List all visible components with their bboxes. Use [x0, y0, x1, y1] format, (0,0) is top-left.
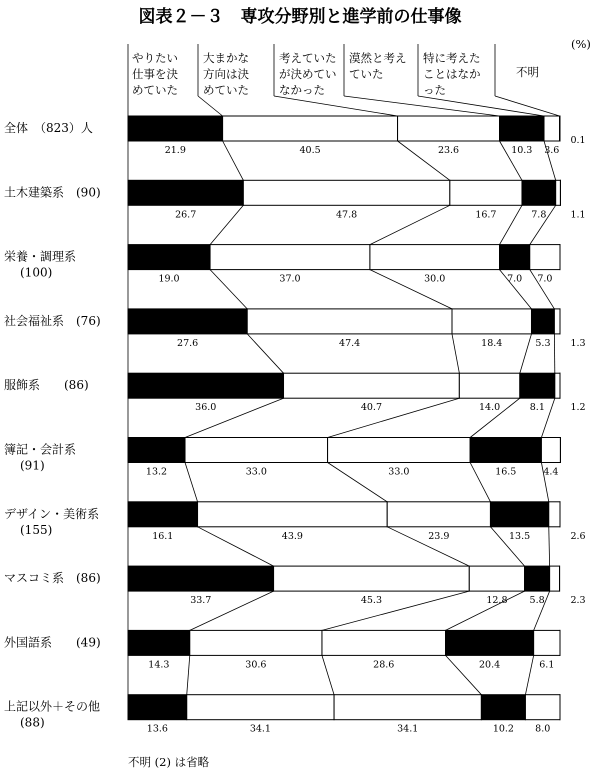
- value-label: 1.2: [570, 402, 586, 414]
- connector-line: [446, 591, 525, 630]
- category-label: 全体 （823）人: [4, 121, 93, 135]
- bar-segment: [534, 630, 560, 655]
- header-leader: [344, 96, 500, 116]
- bar-segment: [530, 245, 560, 270]
- header-leader: [198, 96, 223, 116]
- value-label: 13.5: [509, 530, 531, 542]
- value-label: 34.1: [397, 723, 419, 735]
- value-label: 12.8: [486, 595, 508, 607]
- bar-segment: [128, 695, 187, 720]
- value-label: 40.7: [360, 402, 383, 414]
- connector-line: [370, 205, 450, 244]
- value-label: 45.3: [360, 595, 383, 607]
- header-leader: [274, 96, 398, 116]
- value-label: 3.6: [544, 145, 560, 156]
- value-label: 37.0: [279, 273, 301, 285]
- bar-segment: [284, 373, 460, 398]
- connector-line: [520, 334, 532, 373]
- value-label: 36.0: [195, 402, 217, 414]
- value-label: 2.3: [570, 595, 586, 607]
- bar-segment: [387, 502, 490, 527]
- value-label: 7.8: [531, 209, 547, 221]
- bar-segment: [522, 180, 556, 205]
- value-label: 19.0: [158, 273, 180, 285]
- value-label: 40.5: [299, 145, 321, 156]
- bar-segment: [370, 245, 500, 270]
- legend-header: 特に考えたことはなかった: [423, 51, 481, 97]
- bar-segment: [556, 180, 561, 205]
- connector-line: [322, 591, 469, 630]
- value-label: 16.5: [495, 466, 517, 478]
- bar-segment: [128, 309, 247, 334]
- value-label: 43.9: [281, 530, 303, 542]
- bar-segment: [490, 502, 548, 527]
- bar-segment: [274, 566, 470, 591]
- value-label: 20.4: [479, 659, 501, 671]
- bar-segment: [247, 309, 452, 334]
- value-label: 0.1: [570, 135, 586, 146]
- bar-segment: [520, 373, 555, 398]
- value-label: 47.8: [336, 209, 358, 221]
- value-label: 16.1: [152, 530, 174, 542]
- value-label: 27.6: [177, 337, 199, 349]
- value-label: 8.1: [529, 402, 545, 414]
- chart-title: 図表２－３ 専攻分野別と進学前の仕事像: [138, 7, 462, 27]
- bar-segment: [459, 373, 519, 398]
- value-label: 16.7: [475, 209, 497, 221]
- value-label: 30.0: [424, 273, 446, 285]
- bar-segment: [481, 695, 525, 720]
- value-label: 14.3: [148, 659, 170, 671]
- bar-segment: [531, 309, 554, 334]
- bar-segment: [128, 438, 185, 463]
- bar-segment: [190, 630, 322, 655]
- footnote: 不明 (2) は省略: [128, 755, 210, 769]
- legend-header: 考えていたが決めていなかった: [279, 51, 337, 97]
- connector-line: [322, 655, 334, 694]
- bar-segment: [328, 438, 471, 463]
- header-leader: [418, 96, 544, 116]
- category-label: デザイン・美術系(155): [4, 506, 100, 537]
- connector-line: [500, 205, 522, 244]
- connector-line: [187, 655, 190, 694]
- bar-segment: [128, 116, 223, 141]
- bar-segment: [525, 566, 550, 591]
- bar-segment: [470, 438, 541, 463]
- category-label: マスコミ系 (86): [4, 571, 101, 586]
- connector-line: [446, 655, 482, 694]
- value-label: 21.9: [164, 145, 186, 156]
- bar-segment: [187, 695, 334, 720]
- connector-line: [185, 463, 198, 502]
- bar-segment: [500, 116, 544, 141]
- value-label: 30.6: [245, 659, 267, 671]
- bar-segment: [398, 116, 500, 141]
- value-label: 13.2: [145, 466, 168, 478]
- connector-line: [223, 141, 244, 180]
- legend-header: 大まかな方向は決めていた: [203, 51, 249, 97]
- value-label: 6.1: [539, 659, 555, 671]
- connector-line: [210, 205, 243, 244]
- category-label: 上記以外＋その他(88): [4, 699, 101, 730]
- bar-segment: [223, 116, 398, 141]
- value-label: 23.6: [437, 145, 460, 156]
- connector-line: [328, 398, 460, 437]
- category-label: 簿記・会計系(91): [4, 442, 77, 473]
- unit-label: (%): [571, 37, 591, 51]
- bar-segment: [500, 245, 530, 270]
- bar-segment: [198, 502, 388, 527]
- value-label: 26.7: [175, 209, 197, 221]
- value-label: 34.1: [249, 723, 271, 735]
- bar-segment: [544, 116, 560, 141]
- bar-segment: [128, 630, 190, 655]
- bar-segment: [210, 245, 370, 270]
- bar-segment: [450, 180, 522, 205]
- value-label: 47.4: [339, 337, 361, 349]
- value-label: 33.7: [190, 595, 212, 607]
- bar-segment: [334, 695, 481, 720]
- category-label: 社会福祉系 (76): [4, 313, 101, 328]
- value-label: 33.0: [245, 466, 267, 478]
- bar-segment: [243, 180, 449, 205]
- bar-segment: [541, 438, 560, 463]
- value-label: 7.0: [537, 273, 553, 285]
- bar-segment: [446, 630, 534, 655]
- value-label: 23.9: [428, 530, 450, 542]
- value-label: 10.3: [511, 145, 533, 156]
- connector-line: [210, 270, 247, 309]
- value-label: 2.6: [570, 530, 586, 542]
- bar-segment: [128, 373, 284, 398]
- connector-line: [328, 463, 388, 502]
- bar-segment: [554, 309, 560, 334]
- legend-headers: [132, 51, 539, 97]
- connector-line: [247, 334, 283, 373]
- bar-segment: [128, 245, 210, 270]
- value-label: 1.1: [570, 209, 586, 221]
- value-label: 5.8: [529, 595, 545, 607]
- value-label: 14.0: [479, 402, 501, 414]
- legend-header: 漠然と考えていた: [349, 51, 407, 81]
- connector-line: [525, 655, 533, 694]
- value-label: 18.4: [481, 337, 503, 349]
- category-label: 外国語系 (49): [4, 635, 101, 650]
- value-label: 13.6: [146, 723, 168, 735]
- value-label: 5.3: [535, 337, 551, 349]
- bar-segment: [525, 695, 560, 720]
- legend-header: 不明: [516, 65, 539, 79]
- bar-segment: [555, 373, 560, 398]
- bar-segment: [550, 566, 560, 591]
- value-label: 33.0: [388, 466, 410, 478]
- bar-segment: [469, 566, 524, 591]
- connector-line: [470, 463, 490, 502]
- bar-segment: [549, 502, 560, 527]
- value-label: 8.0: [535, 723, 551, 735]
- value-label: 10.2: [492, 723, 514, 735]
- connector-line: [549, 527, 550, 566]
- bar-segment: [128, 180, 243, 205]
- value-label: 4.4: [543, 466, 559, 478]
- category-label: 土木建築系 (90): [4, 185, 101, 200]
- bar-segment: [185, 438, 328, 463]
- bar-segment: [128, 502, 198, 527]
- legend-header: やりたい仕事を決めていた: [132, 51, 178, 97]
- category-label: 栄養・調理系(100): [4, 249, 77, 280]
- bar-segment: [322, 630, 446, 655]
- category-labels: [4, 120, 101, 730]
- value-label: 28.6: [373, 659, 395, 671]
- category-label: 服飾系 (86): [4, 378, 89, 393]
- bar-segment: [128, 566, 274, 591]
- connector-line: [198, 527, 274, 566]
- value-label: 7.0: [507, 273, 523, 285]
- bar-segment: [452, 309, 531, 334]
- connector-line: [452, 334, 459, 373]
- value-label: 1.3: [570, 337, 586, 349]
